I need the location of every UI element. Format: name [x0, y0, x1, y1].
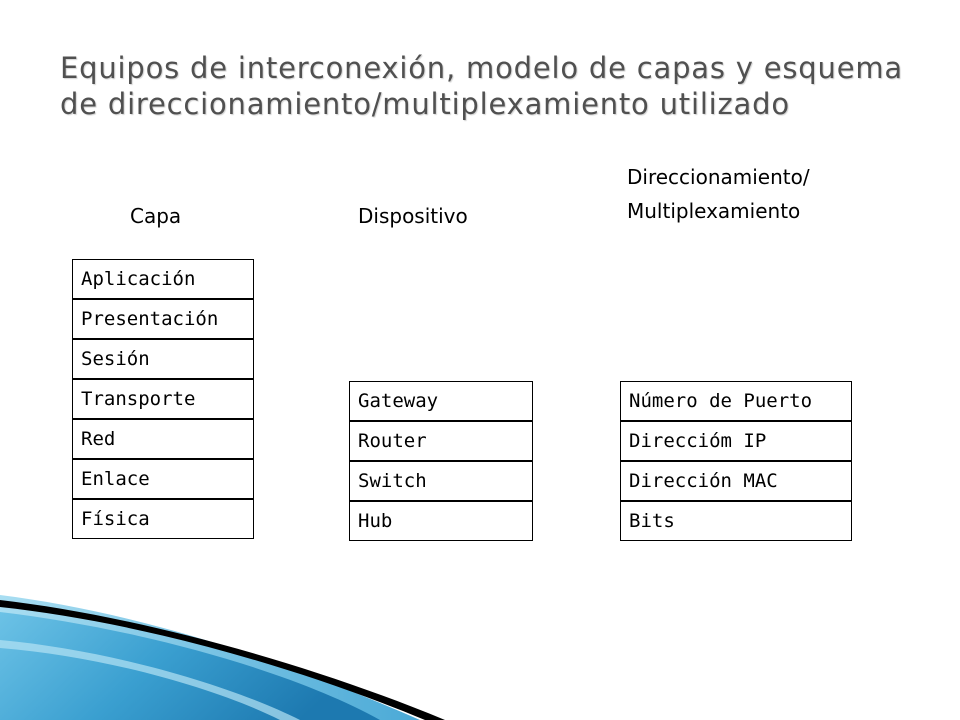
addressing-box-port-number: Número de Puerto [620, 381, 852, 421]
device-column-header: Dispositivo [358, 204, 468, 228]
layer-box-transport: Transporte [72, 379, 254, 419]
layer-box-session: Sesión [72, 339, 254, 379]
wave-dark-stripe [0, 600, 445, 720]
wave-light-band [0, 595, 420, 720]
wave-blue-band [0, 612, 380, 720]
device-box-switch: Switch [349, 461, 533, 501]
device-box-hub: Hub [349, 501, 533, 541]
slide-title: Equipos de interconexión, modelo de capas y esquema de direccionamiento/multiplexamiento utilizado [60, 51, 903, 121]
layer-box-network: Red [72, 419, 254, 459]
device-box-router: Router [349, 421, 533, 461]
addressing-box-bits: Bits [620, 501, 852, 541]
layer-box-application: Aplicación [72, 259, 254, 299]
device-box-gateway: Gateway [349, 381, 533, 421]
wave-highlight-stripe [0, 640, 300, 720]
layer-column-header: Capa [130, 204, 182, 228]
addressing-box-mac-address: Dirección MAC [620, 461, 852, 501]
layer-box-physical: Física [72, 499, 254, 539]
addressing-column-header-line1: Direccionamiento/ [627, 165, 810, 189]
addressing-box-ip-address: Direccióm IP [620, 421, 852, 461]
layer-box-presentation: Presentación [72, 299, 254, 339]
layer-box-link: Enlace [72, 459, 254, 499]
addressing-column-header-line2: Multiplexamiento [627, 199, 801, 223]
